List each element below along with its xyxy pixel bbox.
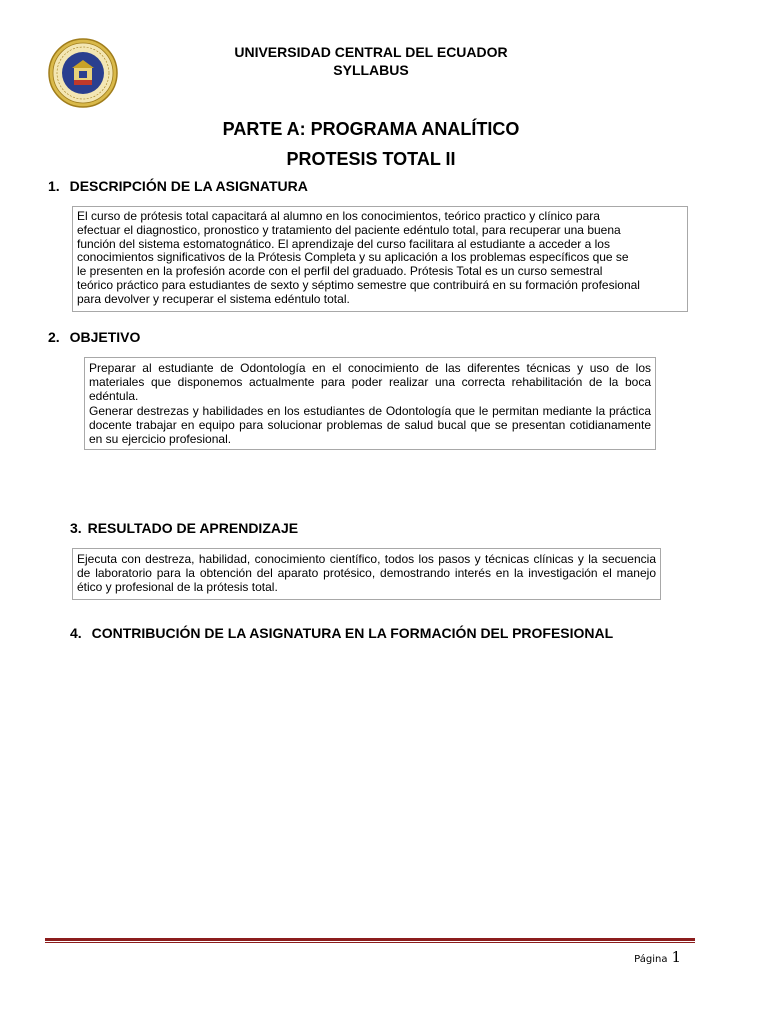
description-line: para devolver y recuperar el sistema edéntulo total.: [77, 291, 350, 306]
section-2-title: OBJETIVO: [69, 329, 141, 345]
section-3-number: 3.: [70, 520, 82, 536]
section-4-number: 4.: [70, 625, 82, 641]
course-title: PROTESIS TOTAL II: [286, 149, 456, 169]
description-line: conocimientos significativos de la Prótesis Completa y su aplicación a los problemas específicos que se: [77, 250, 629, 265]
section-4-title: CONTRIBUCIÓN DE LA ASIGNATURA EN LA FORMACIÓN DEL PROFESIONAL: [91, 625, 614, 641]
section-3-heading: [70, 520, 298, 536]
section-1-heading: [48, 178, 308, 194]
learning-outcome-box: [72, 548, 661, 600]
section-2-number: 2.: [48, 329, 60, 345]
description-line: función del sistema estomatognático. El aprendizaje del curso facilitara al estudiante a acceder a los: [77, 236, 610, 251]
footer-rule: [45, 938, 695, 943]
description-line: teórico práctico para estudiantes de sexto y séptimo semestre que contribuirá en su formación profesional: [77, 277, 640, 292]
learning-outcome-paragraph: Ejecuta con destreza, habilidad, conocimiento científico, todos los pasos y técnicas clínicas y la secuencia de laboratorio para la obtención del aparato protésico, demostrando interés en la investigación el manejo ético y profesional de la prótesis total.: [77, 552, 656, 595]
section-1-title: DESCRIPCIÓN DE LA ASIGNATURA: [69, 178, 308, 194]
description-box: [72, 206, 688, 312]
description-line: le presenten en la profesión acorde con el perfil del graduado. Prótesis Total es un curso semestral: [77, 264, 603, 279]
section-1-number: 1.: [48, 178, 60, 194]
objective-paragraph: Generar destrezas y habilidades en los estudiantes de Odontología que le permitan mediante la práctica docente trabajar en equipo para solucionar problemas de salud bucal que se presentan cotidianamente en su ejercicio profesional.: [89, 403, 651, 447]
section-4-heading: [70, 625, 613, 641]
document-type: SYLLABUS: [333, 62, 409, 78]
page-number: 1: [671, 948, 681, 966]
section-2-heading: [48, 329, 140, 345]
description-line: El curso de prótesis total capacitará al alumno en los conocimientos, teórico practico y clínico para: [77, 209, 600, 223]
objective-box: [84, 357, 656, 450]
university-name: UNIVERSIDAD CENTRAL DEL ECUADOR: [234, 44, 508, 60]
description-line: efectuar el diagnostico, pronostico y tratamiento del paciente edéntulo total, para recuperar una buena: [77, 222, 621, 237]
page-indicator: [634, 948, 681, 966]
page-label: Página: [634, 954, 668, 965]
objective-paragraph: Preparar al estudiante de Odontología en el conocimiento de las diferentes técnicas y uso de los materiales que disponemos actualmente para poder realizar una correcta rehabilitación de la boca edéntula.: [89, 361, 651, 404]
section-3-title: RESULTADO DE APRENDIZAJE: [87, 520, 299, 536]
part-title: PARTE A: PROGRAMA ANALÍTICO: [222, 119, 520, 139]
